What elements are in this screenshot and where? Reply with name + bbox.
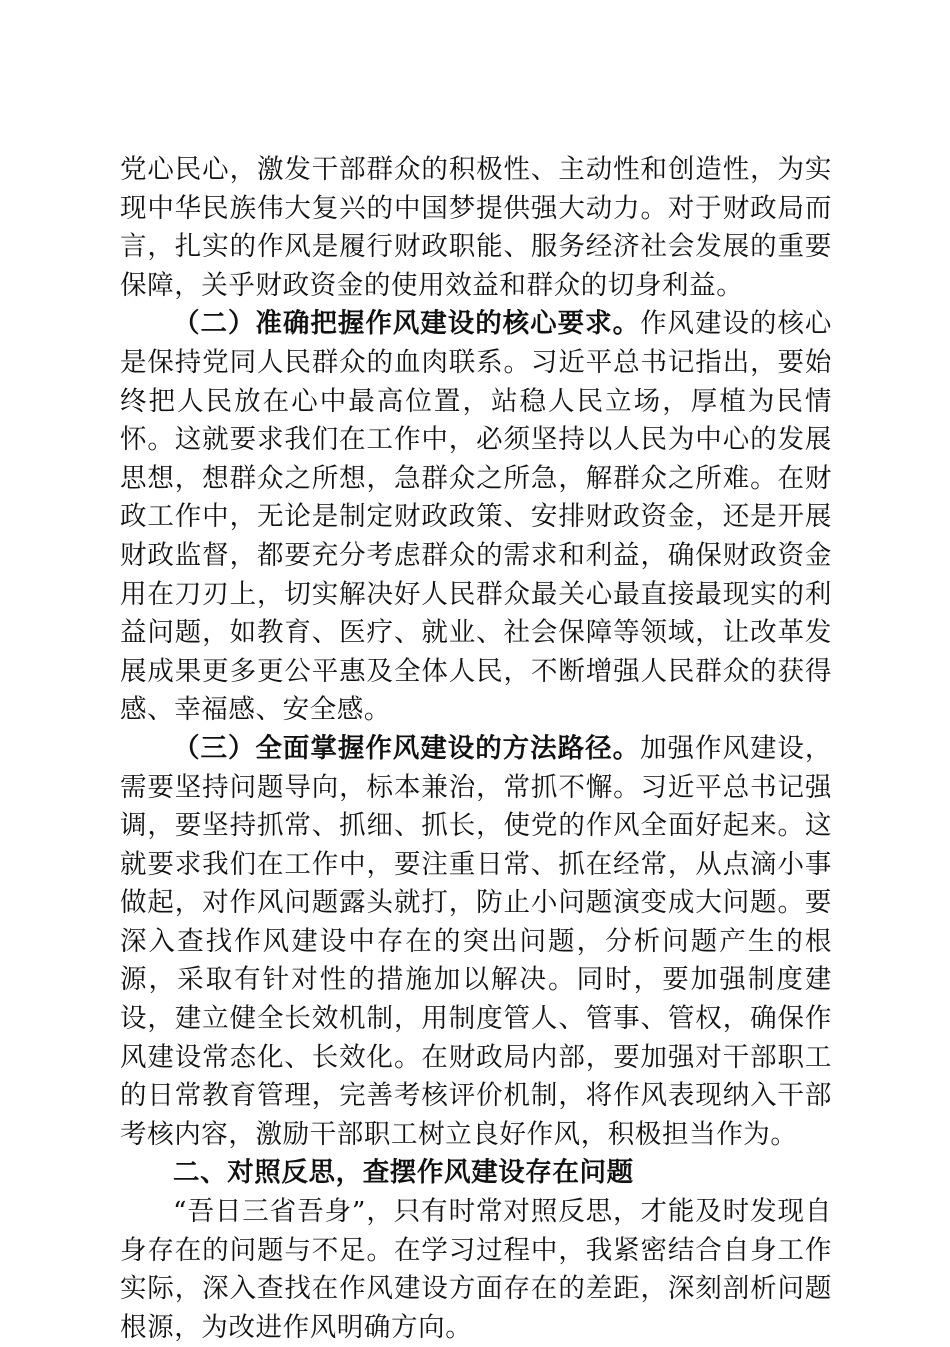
document-body [120,151,832,1347]
paragraph-text: 加强作风建设，需要坚持问题导向，标本兼治，常抓不懈。习近平总书记强调，要坚持抓常、抓细、抓长，使党的作风全面好起来。这就要求我们在工作中，要注重日常、抓在经常，从点滴小事做起，对作风问题露头就打，防止小问题演变成大问题。要深入查找作风建设中存在的突出问题，分析问题产生的根源，采取有针对性的措施加以解决。同时，要加强制度建设，建立健全长效机制，用制度管人、管事、管权，确保作风建设常态化、长效化。在财政局内部，要加强对干部职工的日常教育管理，完善考核评价机制，将作风表现纳入干部考核内容，激励干部职工树立良好作风，积极担当作为。 [120,732,833,1150]
paragraph-lead-heading: （三）全面掌握作风建设的方法路径。 [173,732,641,764]
section-heading: 二、对照反思，查摆作风建设存在问题 [173,1157,634,1189]
paragraph-method-path [120,730,832,1155]
paragraph-core-requirements [120,305,832,730]
paragraph-text: 党心民心，激发干部群众的积极性、主动性和创造性，为实现中华民族伟大复兴的中国梦提供强大动力。对于财政局而言，扎实的作风是履行财政职能、服务经济社会发展的重要保障，关乎财政资金的使用效益和群众的切身利益。 [120,154,832,301]
paragraph-continuation [120,151,832,305]
paragraph-lead-heading: （二）准确把握作风建设的核心要求。 [173,308,641,340]
paragraph-text: “吾日三省吾身”，只有时常对照反思，才能及时发现自身存在的问题与不足。在学习过程中，我紧密结合自身工作实际，深入查找在作风建设方面存在的差距，深刻剖析问题根源，为改进作风明确方向。 [120,1196,832,1343]
paragraph-text: 作风建设的核心是保持党同人民群众的血肉联系。习近平总书记指出，要始终把人民放在心中最高位置，站稳人民立场，厚植为民情怀。这就要求我们在工作中，必须坚持以人民为中心的发展思想，想群众之所想，急群众之所急，解群众之所难。在财政工作中，无论是制定财政政策、安排财政资金，还是开展财政监督，都要充分考虑群众的需求和利益，确保财政资金用在刀刃上，切实解决好人民群众最关心最直接最现实的利益问题，如教育、医疗、就业、社会保障等领域，让改革发展成果更多更公平惠及全体人民，不断增强人民群众的获得感、幸福感、安全感。 [120,308,833,726]
paragraph-reflection [120,1193,832,1347]
